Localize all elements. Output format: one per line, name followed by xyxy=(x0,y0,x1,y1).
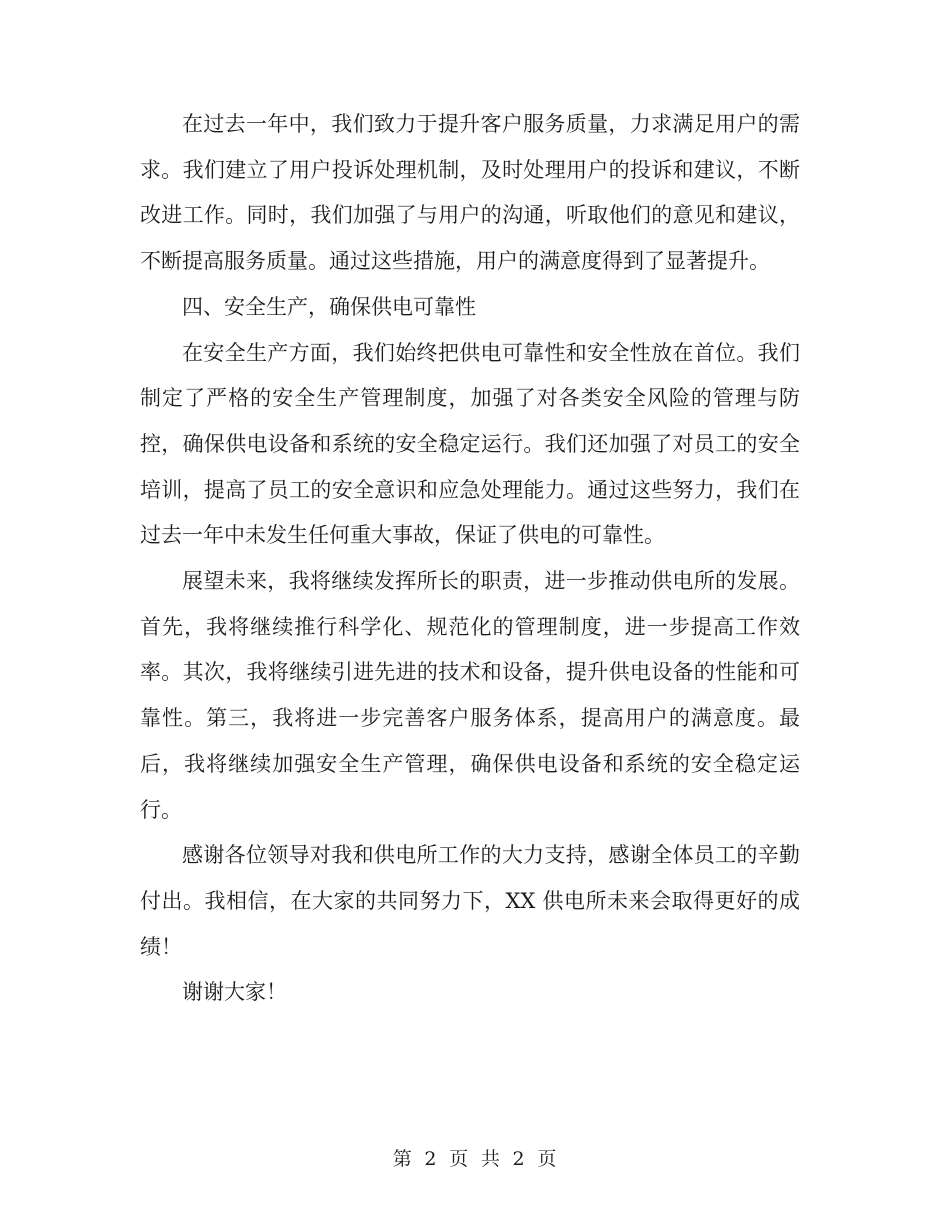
paragraph-closing: 谢谢大家！ xyxy=(182,980,287,1005)
page-number-footer: 第 2 页 共 2 页 xyxy=(392,1148,558,1170)
document-body xyxy=(140,102,800,1016)
paragraph-future-outlook: 展望未来，我将继续发挥所长的职责，进一步推动供电所的发展。首先，我将继续推行科学化、规范化的管理制度，进一步提高工作效率。其次，我将继续引进先进的技术和设备，提升供电设备的性能和可靠性。第三，我将进一步完善客户服务体系，提高用户的满意度。最后，我将继续加强安全生产管理，确保供电设备和系统的安全稳定运行。 xyxy=(140,569,800,822)
paragraph-thanks: 感谢各位领导对我和供电所工作的大力支持，感谢全体员工的辛勤付出。我相信，在大家的共同努力下，XX 供电所未来会取得更好的成绩！ xyxy=(140,843,800,959)
section-heading-safety: 四、安全生产，确保供电可靠性 xyxy=(182,294,476,319)
paragraph-customer-service: 在过去一年中，我们致力于提升客户服务质量，力求满足用户的需求。我们建立了用户投诉处理机制，及时处理用户的投诉和建议，不断改进工作。同时，我们加强了与用户的沟通，听取他们的意见和建议，不断提高服务质量。通过这些措施，用户的满意度得到了显著提升。 xyxy=(140,112,800,274)
paragraph-safety-production: 在安全生产方面，我们始终把供电可靠性和安全性放在首位。我们制定了严格的安全生产管理制度，加强了对各类安全风险的管理与防控，确保供电设备和系统的安全稳定运行。我们还加强了对员工的安全培训，提高了员工的安全意识和应急处理能力。通过这些努力，我们在过去一年中未发生任何重大事故，保证了供电的可靠性。 xyxy=(140,340,800,548)
